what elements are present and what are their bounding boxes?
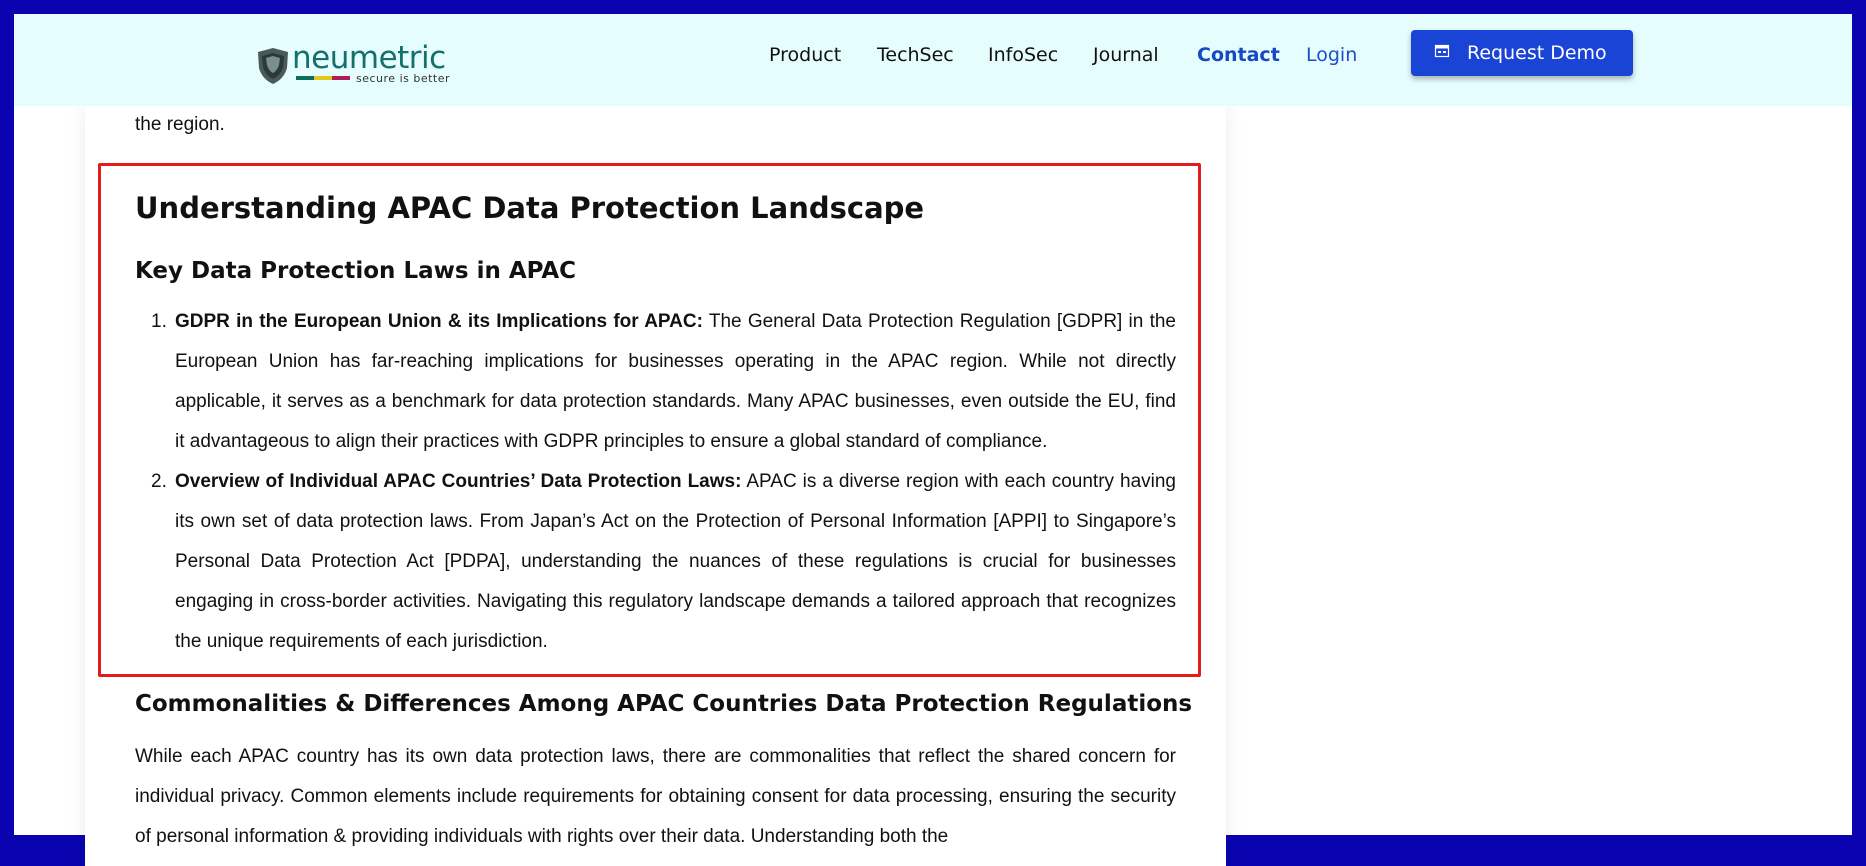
calendar-icon: [1435, 45, 1449, 57]
subsection-title: Key Data Protection Laws in APAC: [135, 258, 577, 284]
request-demo-button[interactable]: [1411, 30, 1633, 76]
browser-viewport: [14, 14, 1852, 847]
apac-landscape-section: [135, 191, 1176, 225]
site-header: [14, 14, 1852, 106]
list-item: [135, 302, 1176, 462]
key-laws-subsection: [135, 258, 1176, 284]
list-number: 1.: [151, 311, 167, 332]
article-card: [85, 106, 1226, 866]
logo-color-bar: [296, 76, 350, 80]
law-paragraph: [175, 302, 1176, 462]
next-section-title: Commonalities & Differences Among APAC Countries Data Protection Regulations: [135, 691, 1193, 717]
commonalities-body: [135, 737, 1176, 857]
nav-product[interactable]: Product: [769, 44, 842, 66]
next-paragraph: While each APAC country has its own data protection laws, there are commonalities that reflect the shared concern for individual privacy. Common elements include requirements for obtaining consent for data processing, ensuring the security of personal information & providing individuals with rights over their data. Understanding both the: [135, 746, 1176, 847]
site-logo[interactable]: [256, 34, 466, 84]
law-lead: Overview of Individual APAC Countries’ Data Protection Laws:: [175, 471, 742, 492]
commonalities-section: [135, 691, 1193, 717]
logo-wordmark: neumetric: [292, 40, 446, 76]
nav-contact[interactable]: Contact: [1197, 44, 1280, 66]
nav-techsec[interactable]: TechSec: [877, 44, 954, 66]
nav-login[interactable]: Login: [1306, 44, 1358, 66]
list-number: 2.: [151, 471, 167, 492]
nav-journal[interactable]: Journal: [1093, 44, 1159, 66]
request-demo-label: Request Demo: [1467, 42, 1607, 64]
section-title: Understanding APAC Data Protection Landscape: [135, 191, 925, 225]
law-paragraph: [175, 462, 1176, 662]
laws-list: [135, 302, 1176, 662]
law-lead: GDPR in the European Union & its Implications for APAC:: [175, 311, 703, 332]
shield-logo-icon: [256, 48, 290, 84]
law-text: The General Data Protection Regulation [GDPR] in the European Union has far-reaching implications for businesses operating in the APAC region. While not directly applicable, it serves as a benchmark for data protection standards. Many APAC businesses, even outside the EU, find it advantageous to align their practices with GDPR principles to ensure a global standard of compliance.: [175, 311, 1176, 452]
laws-list-wrapper: [135, 302, 1176, 662]
nav-infosec[interactable]: InfoSec: [988, 44, 1059, 66]
law-text: APAC is a diverse region with each country having its own set of data protection laws. From Japan’s Act on the Protection of Personal Information [APPI] to Singapore’s Personal Data Protection Act [PDPA], understanding the nuances of these regulations is crucial for businesses engaging in cross-border activities. Navigating this regulatory landscape demands a tailored approach that recognizes the unique requirements of each jurisdiction.: [175, 471, 1176, 652]
list-item: [135, 462, 1176, 662]
previous-paragraph-tail: the region.: [135, 114, 225, 135]
previous-paragraph: [135, 106, 1176, 142]
logo-tagline: secure is better: [356, 72, 451, 85]
